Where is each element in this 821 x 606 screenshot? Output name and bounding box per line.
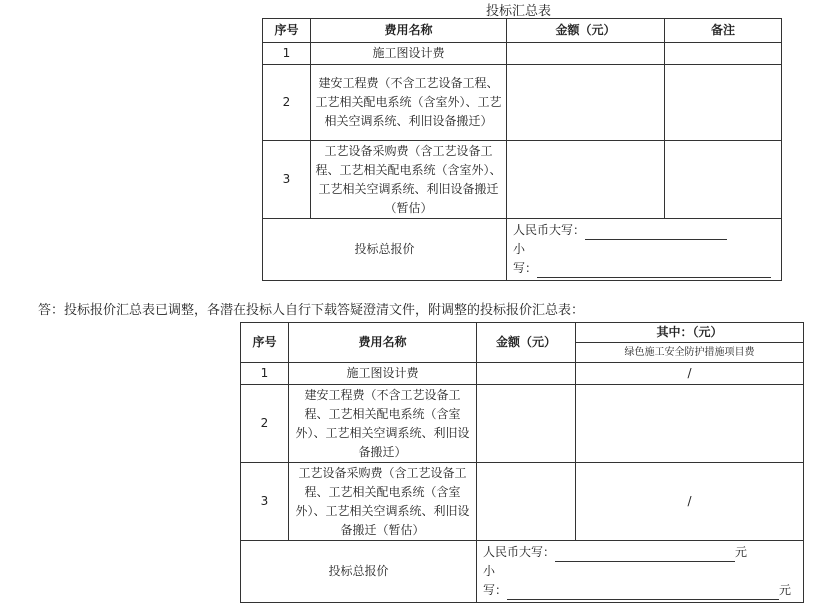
total-row xyxy=(241,541,804,603)
amount-lower-line xyxy=(507,587,779,600)
header-name: 费用名称 xyxy=(311,19,507,43)
table-row xyxy=(263,65,782,141)
row-no: 3 xyxy=(241,463,289,541)
row-name: 建安工程费（不含工艺设备工程、工艺相关配电系统（含室外）、工艺相关空调系统、利旧设备搬迁） xyxy=(311,65,507,141)
amount-upper-line xyxy=(585,227,727,240)
row-no: 1 xyxy=(241,363,289,385)
amount-lower-label-1: 小 xyxy=(483,564,496,578)
row-name: 建安工程费（不含工艺设备工程、工艺相关配电系统（含室外）、工艺相关空调系统、利旧设备搬迁） xyxy=(289,385,477,463)
row-remark xyxy=(665,65,782,141)
row-name: 施工图设计费 xyxy=(289,363,477,385)
row-green-fee: / xyxy=(576,463,804,541)
row-name: 施工图设计费 xyxy=(311,43,507,65)
table-row xyxy=(241,363,804,385)
row-green-fee xyxy=(576,385,804,463)
row-no: 2 xyxy=(263,65,311,141)
table-row xyxy=(263,141,782,219)
total-amount xyxy=(507,219,782,281)
row-amount xyxy=(477,385,576,463)
header-amount: 金额（元） xyxy=(507,19,665,43)
total-label: 投标总报价 xyxy=(263,219,507,281)
amount-lower-label-2: 写： xyxy=(513,261,538,275)
row-amount xyxy=(477,363,576,385)
table1-title: 投标汇总表 xyxy=(486,4,552,19)
row-amount xyxy=(477,463,576,541)
amount-lower-line xyxy=(537,265,771,278)
table-row xyxy=(241,463,804,541)
row-name: 工艺设备采购费（含工艺设备工程、工艺相关配电系统（含室外）、工艺相关空调系统、利旧设备搬迁（暂估） xyxy=(289,463,477,541)
amount-upper-line xyxy=(555,549,735,562)
header-no: 序号 xyxy=(263,19,311,43)
total-label: 投标总报价 xyxy=(241,541,477,603)
header-remark: 备注 xyxy=(665,19,782,43)
amount-upper-unit: 元 xyxy=(735,545,748,559)
total-amount xyxy=(477,541,804,603)
amount-lower-label-1: 小 xyxy=(513,242,526,256)
summary-table-1 xyxy=(262,18,782,281)
amount-lower-label-2: 写： xyxy=(483,583,508,597)
amount-upper-label: 人民币大写： xyxy=(483,545,556,559)
amount-upper-label: 人民币大写： xyxy=(513,223,586,237)
answer-text: 答：投标报价汇总表已调整，各潜在投标人自行下载答疑澄清文件，附调整的投标报价汇总表： xyxy=(38,303,585,318)
summary-table-2 xyxy=(240,322,804,603)
row-amount xyxy=(507,65,665,141)
row-remark xyxy=(665,141,782,219)
table-row xyxy=(241,385,804,463)
header-amount: 金额（元） xyxy=(477,323,576,363)
header-of-which: 其中：（元） xyxy=(576,323,804,343)
row-no: 1 xyxy=(263,43,311,65)
row-name: 工艺设备采购费（含工艺设备工程、工艺相关配电系统（含室外）、工艺相关空调系统、利旧设备搬迁（暂估） xyxy=(311,141,507,219)
header-no: 序号 xyxy=(241,323,289,363)
header-green-fee: 绿色施工安全防护措施项目费 xyxy=(576,343,804,363)
total-row xyxy=(263,219,782,281)
row-green-fee: / xyxy=(576,363,804,385)
row-amount xyxy=(507,141,665,219)
row-no: 2 xyxy=(241,385,289,463)
table-row xyxy=(263,43,782,65)
row-no: 3 xyxy=(263,141,311,219)
row-remark xyxy=(665,43,782,65)
amount-lower-unit: 元 xyxy=(779,583,792,597)
row-amount xyxy=(507,43,665,65)
header-name: 费用名称 xyxy=(289,323,477,363)
